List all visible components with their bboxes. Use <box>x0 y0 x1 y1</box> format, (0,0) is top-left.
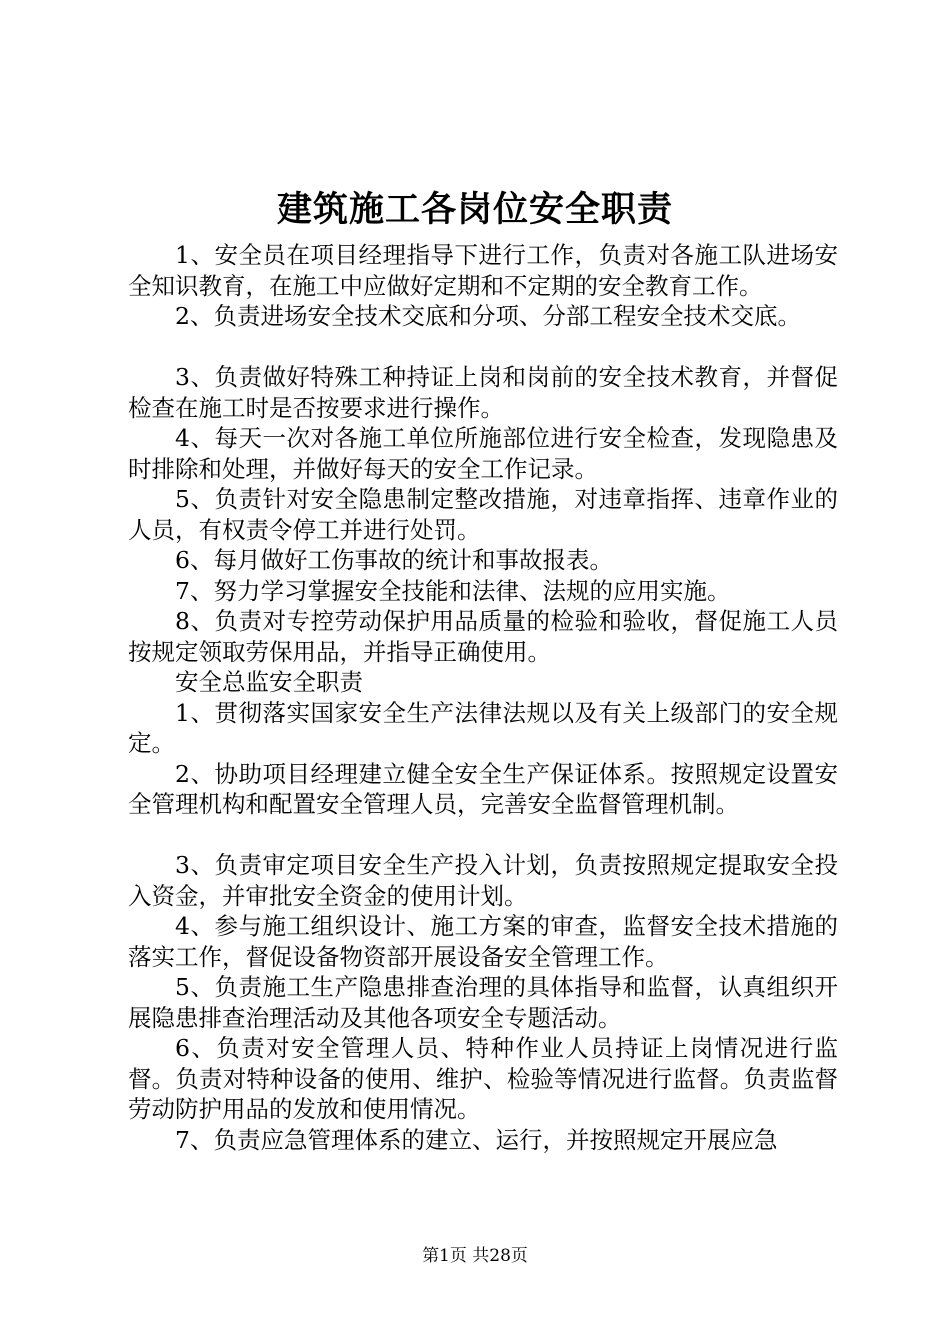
paragraph: 7、努力学习掌握安全技能和法律、法规的应用实施。 <box>175 576 731 605</box>
section-heading: 安全总监安全职责 <box>175 668 363 696</box>
paragraph: 2、负责进场安全技术交底和分项、分部工程安全技术交底。 <box>175 302 801 330</box>
paragraph: 1、安全员在项目经理指导下进行工作，负责对各施工队进场安全知识教育，在施工中应做好定期和不定期的安全教育工作。 <box>128 241 838 300</box>
blank-line <box>128 332 838 363</box>
paragraph: 2、协助项目经理建立健全安全生产保证体系。按照规定设置安全管理机构和配置安全管理人员，完善安全监督管理机制。 <box>128 759 838 818</box>
paragraph: 7、负责应急管理体系的建立、运行，并按照规定开展应急 <box>175 1125 778 1154</box>
paragraph: 5、负责针对安全隐患制定整改措施，对违章指挥、违章作业的人员，有权责令停工并进行处罚。 <box>128 485 838 544</box>
paragraph: 8、负责对专控劳动保护用品质量的检验和验收，督促施工人员按规定领取劳保用品，并指导正确使用。 <box>128 607 838 666</box>
paragraph: 4、每天一次对各施工单位所施部位进行安全检查，发现隐患及时排除和处理，并做好每天的安全工作记录。 <box>128 424 838 483</box>
paragraph: 1、贯彻落实国家安全生产法律法规以及有关上级部门的安全规定。 <box>128 698 838 757</box>
paragraph: 5、负责施工生产隐患排查治理的具体指导和监督，认真组织开展隐患排查治理活动及其他各项安全专题活动。 <box>128 973 838 1032</box>
blank-line <box>128 820 838 851</box>
paragraph: 6、负责对安全管理人员、特种作业人员持证上岗情况进行监督。负责对特种设备的使用、维护、检验等情况进行监督。负责监督劳动防护用品的发放和使用情况。 <box>128 1034 838 1123</box>
document-title: 建筑施工各岗位安全职责 <box>276 189 673 230</box>
paragraph: 3、负责做好特殊工种持证上岗和岗前的安全技术教育，并督促检查在施工时是否按要求进行操作。 <box>128 363 838 422</box>
page-number-footer: 第1页 共28页 <box>422 1246 528 1266</box>
paragraph: 6、每月做好工伤事故的统计和事故报表。 <box>175 546 613 574</box>
paragraph: 3、负责审定项目安全生产投入计划，负责按照规定提取安全投入资金，并审批安全资金的使用计划。 <box>128 851 838 910</box>
document-body <box>128 240 838 1155</box>
paragraph: 4、参与施工组织设计、施工方案的审查，监督安全技术措施的落实工作，督促设备物资部开展设备安全管理工作。 <box>128 912 838 971</box>
